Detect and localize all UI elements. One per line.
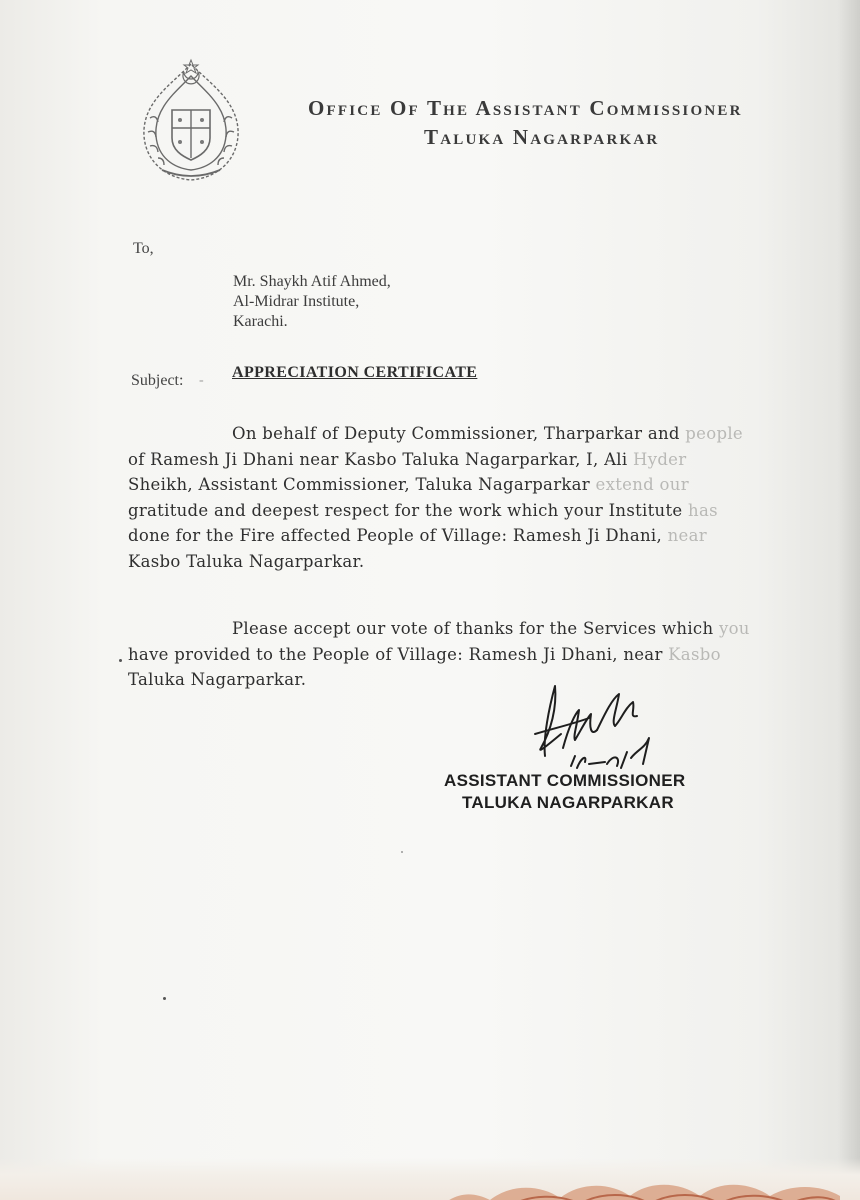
scan-speck xyxy=(119,659,122,662)
government-seal-emblem xyxy=(132,58,250,186)
body-text: gratitude and deepest respect for the work which your Institute xyxy=(128,500,683,520)
body-paragraph-1 xyxy=(128,421,848,575)
recipient-institute: Al-Midrar Institute, xyxy=(233,293,360,310)
faded-text: near xyxy=(662,526,707,546)
body-line xyxy=(128,421,848,447)
body-line xyxy=(128,616,848,642)
red-seal-edge-decoration xyxy=(430,1170,840,1200)
office-title: Office Of The Assistant Commissioner xyxy=(308,96,743,120)
subject-value: APPRECIATION CERTIFICATE xyxy=(232,364,478,381)
body-line xyxy=(128,498,848,524)
subject-label: Subject: xyxy=(131,372,184,389)
office-heading xyxy=(308,96,828,150)
body-line xyxy=(128,472,848,498)
faded-text: Hyder xyxy=(627,449,687,469)
recipient-city: Karachi. xyxy=(233,313,288,330)
scan-speck xyxy=(401,851,403,853)
body-line xyxy=(128,447,848,473)
faded-text: has xyxy=(682,500,718,520)
body-line: Taluka Nagarparkar. xyxy=(128,670,307,690)
body-line xyxy=(128,642,848,668)
body-line xyxy=(128,523,848,549)
faded-text: people xyxy=(679,424,743,443)
office-subtitle: Taluka Nagarparkar xyxy=(424,125,660,149)
recipient-name: Mr. Shaykh Atif Ahmed, xyxy=(233,273,391,290)
to-label: To, xyxy=(133,240,154,257)
faded-text: Kasbo xyxy=(662,644,721,664)
subject-mark: - xyxy=(199,373,204,388)
faded-text: you xyxy=(713,619,750,638)
signature-block xyxy=(444,770,685,814)
scan-speck xyxy=(163,997,166,1000)
body-paragraph-2 xyxy=(128,616,848,693)
signatory-title: ASSISTANT COMMISSIONER xyxy=(444,771,686,790)
signatory-office: TALUKA NAGARPARKAR xyxy=(462,793,674,812)
body-line: Kasbo Taluka Nagarparkar. xyxy=(128,551,365,571)
recipient-address xyxy=(233,272,391,332)
body-text: Please accept our vote of thanks for the Services which xyxy=(232,619,714,638)
body-text: of Ramesh Ji Dhani near Kasbo Taluka Nagarparkar, I, Ali xyxy=(128,449,628,469)
body-text: Sheikh, Assistant Commissioner, Taluka Nagarparkar xyxy=(128,475,590,495)
body-text: On behalf of Deputy Commissioner, Tharparkar and xyxy=(232,424,680,443)
faded-text: extend our xyxy=(590,475,689,495)
handwritten-signature xyxy=(515,678,675,778)
scan-edge-shadow xyxy=(838,0,860,1200)
body-text: have provided to the People of Village: Ramesh Ji Dhani, near xyxy=(128,644,663,664)
body-text: done for the Fire affected People of Village: Ramesh Ji Dhani, xyxy=(128,526,663,546)
